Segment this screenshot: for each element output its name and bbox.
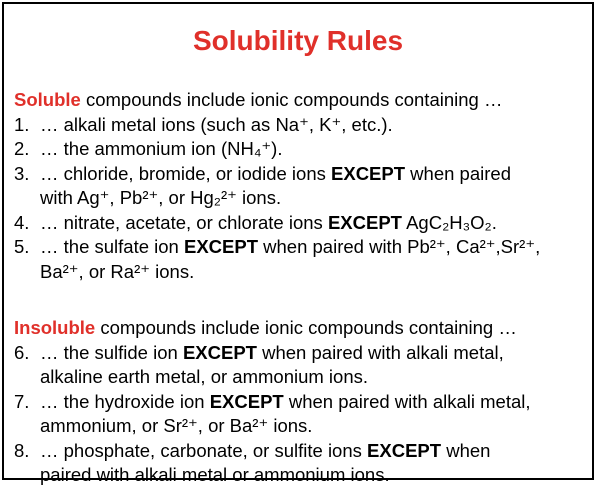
rule-text: … the sulfate ion: [40, 236, 184, 257]
solubility-rules-card: [2, 2, 594, 485]
insoluble-rules-list: [14, 341, 590, 488]
rule-number: 6.: [14, 341, 30, 363]
insoluble-intro-text: compounds include ionic compounds containing …: [95, 317, 517, 338]
rule-text: … phosphate, carbonate, or sulfite ions: [40, 439, 368, 461]
rule-number: 1.: [14, 113, 30, 135]
rule-line-1: [40, 439, 590, 464]
rule-line-1: [40, 211, 590, 236]
rule-text: when: [441, 439, 491, 461]
rule-line-1: [40, 162, 590, 187]
except-keyword: EXCEPT: [183, 236, 259, 257]
rule-text: AgC₂H₃O₂.: [401, 211, 497, 233]
soluble-intro-text: compounds include ionic compounds containing …: [80, 89, 503, 110]
rule-3: [14, 162, 590, 211]
rule-7: [14, 390, 590, 439]
rule-1: [14, 113, 590, 138]
rule-text: … the hydroxide ion: [40, 390, 210, 412]
rule-text: when paired with Pb²⁺, Ca²⁺,Sr²⁺,: [258, 236, 541, 257]
rule-line-1: [40, 235, 590, 260]
except-keyword: EXCEPT: [327, 211, 402, 233]
rule-4: [14, 211, 590, 236]
rule-line-1: [40, 390, 590, 415]
rule-line-2: Ba²⁺, or Ra²⁺ ions.: [40, 260, 195, 282]
rule-5: [14, 235, 590, 284]
rule-number: 7.: [14, 390, 30, 412]
rule-text: … alkali metal ions (such as Na⁺, K⁺, etc.).: [40, 113, 393, 135]
rule-line-1: [40, 341, 590, 366]
except-keyword: EXCEPT: [331, 162, 406, 184]
rule-text: when paired with alkali metal,: [283, 390, 531, 412]
soluble-section: [14, 88, 590, 284]
rule-text: … nitrate, acetate, or chlorate ions: [40, 211, 328, 233]
rule-line-2: ammonium, or Sr²⁺, or Ba²⁺ ions.: [40, 415, 313, 436]
rule-6: [14, 341, 590, 390]
rule-text: … chloride, bromide, or iodide ions: [40, 162, 332, 184]
rule-line-2: with Ag⁺, Pb²⁺, or Hg₂²⁺ ions.: [40, 187, 282, 208]
except-keyword: EXCEPT: [367, 439, 442, 461]
rule-number: 4.: [14, 211, 30, 233]
rule-text: when paired with alkali metal,: [256, 341, 504, 363]
rule-text: when paired: [405, 162, 511, 184]
soluble-rules-list: [14, 113, 590, 285]
insoluble-keyword: Insoluble: [14, 317, 96, 338]
rule-number: 2.: [14, 138, 30, 159]
insoluble-section: [14, 316, 590, 488]
soluble-keyword: Soluble: [14, 89, 81, 110]
rule-text: … the ammonium ion (NH₄⁺).: [40, 138, 283, 159]
rule-line-2: paired with alkali metal or ammonium ions.: [40, 464, 390, 485]
rule-8: [14, 439, 590, 488]
rule-line-2: alkaline earth metal, or ammonium ions.: [40, 366, 369, 387]
rule-2: [14, 137, 590, 162]
page-title: Solubility Rules: [192, 25, 404, 56]
soluble-intro: [14, 88, 590, 113]
except-keyword: EXCEPT: [182, 341, 257, 363]
rule-number: 3.: [14, 162, 30, 184]
rule-number: 8.: [14, 439, 30, 461]
except-keyword: EXCEPT: [209, 390, 284, 412]
rule-text: … the sulfide ion: [40, 341, 183, 363]
insoluble-intro: [14, 316, 590, 341]
rule-number: 5.: [14, 236, 30, 257]
